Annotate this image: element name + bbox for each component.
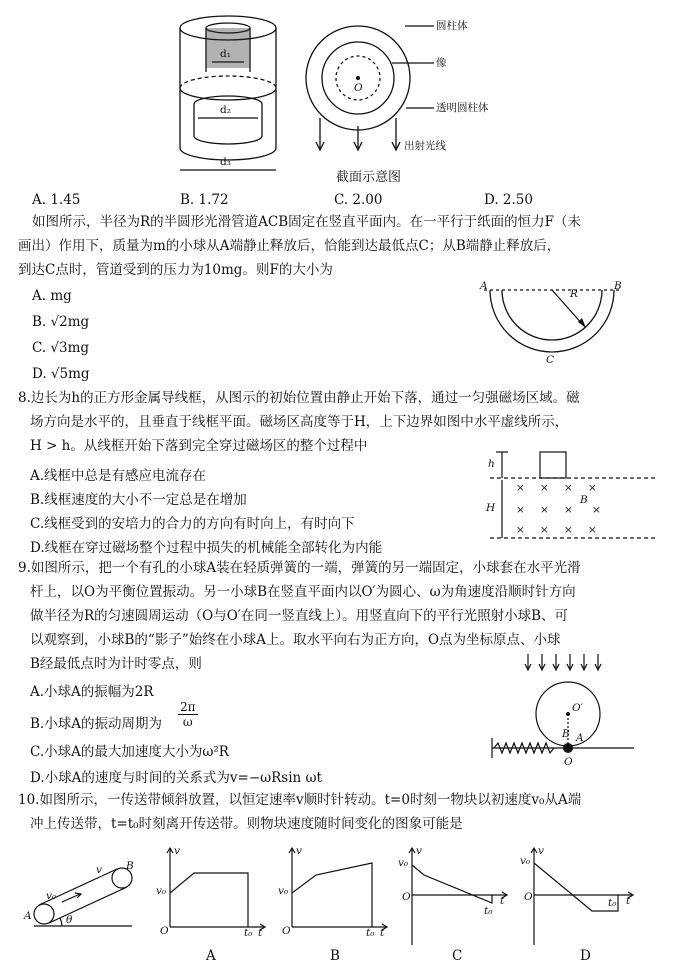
- q9-option-d: D.小球A的速度与时间的关系式为v=−ωRsin ωt: [30, 770, 322, 786]
- period-numerator: 2π: [180, 700, 196, 714]
- q9-option-b: B.小球A的振动周期为: [30, 716, 162, 732]
- q9-period-fraction: [178, 700, 198, 729]
- q7-option-b: B. √2mg: [32, 314, 90, 330]
- field-cross: ×: [540, 482, 549, 494]
- field-cross: ×: [540, 504, 549, 516]
- q9-spring-figure: [488, 652, 638, 772]
- axis-v0: v₀: [156, 885, 167, 897]
- axis-O: O: [282, 925, 291, 937]
- q8-stem-3: H > h。从线框开始下落到完全穿过磁场区的整个过程中: [30, 438, 368, 454]
- q10-label-v0: v₀: [46, 890, 57, 902]
- q10-graph-label-d: D: [580, 948, 591, 964]
- q9-option-a: A.小球A的振幅为2R: [30, 684, 154, 700]
- label-cylinder: 圆柱体: [436, 20, 468, 32]
- q9-label-A: A: [576, 732, 584, 744]
- q10-label-v: v: [96, 864, 102, 876]
- q10-conveyor-figure: [22, 858, 142, 938]
- q7-option-c: C. √3mg: [32, 340, 90, 356]
- caption-section: 截面示意图: [336, 170, 402, 185]
- q10-graph-a: [158, 845, 268, 940]
- q10-graph-b: [280, 845, 390, 940]
- label-O: O: [354, 82, 363, 94]
- field-cross: ×: [516, 482, 525, 494]
- q7-option-d: D. √5mg: [32, 366, 90, 382]
- axis-v0: v₀: [520, 855, 531, 867]
- q8-label-H: H: [486, 502, 496, 514]
- label-image: 像: [436, 57, 447, 69]
- q8-option-d: D.线框在穿过磁场整个过程中损失的机械能全部转化为内能: [30, 540, 383, 556]
- q9-stem-4: 以观察到，小球B的“影子”始终在小球A上。取水平向右为正方向，O点为坐标原点、小球: [30, 632, 561, 648]
- q7-stem-3: 到达C点时，管道受到的压力为10mg。则F的大小为: [18, 262, 333, 278]
- period-denominator: ω: [182, 715, 193, 729]
- field-cross: ×: [516, 524, 525, 536]
- axis-t: t: [380, 927, 385, 939]
- q7-option-a: A. mg: [32, 288, 72, 304]
- axis-t: t: [626, 895, 631, 907]
- q10-label-B: B: [126, 860, 134, 872]
- q8-label-h: h: [488, 458, 495, 470]
- axis-O: O: [160, 925, 169, 937]
- q6-option-b: B. 1.72: [180, 192, 229, 208]
- q9-stem-1: 9.如图所示，把一个有孔的小球A装在轻质弹簧的一端，弹簧的另一端固定，小球套在水平光滑: [18, 560, 581, 576]
- q10-graph-label-b: B: [330, 948, 340, 964]
- q7-label-C: C: [546, 354, 555, 366]
- q8-stem-1: 8.边长为h的正方形金属导线框，从图示的初始位置由静止开始下落，通过一匀强磁场区域。磁: [18, 390, 580, 406]
- q10-graph-label-c: C: [452, 948, 463, 964]
- q6-option-d: D. 2.50: [484, 192, 533, 208]
- field-cross: ×: [592, 504, 601, 516]
- axis-v: v: [174, 845, 180, 857]
- q10-stem-1: 10.如图所示，一传送带倾斜放置，以恒定速率v顺时针转动。t=0时刻一物块以初速度v₀从A端: [18, 792, 582, 808]
- q7-pipe-figure: [476, 278, 626, 373]
- q8-option-c: C.线框受到的安培力的合力的方向有时向上，有时向下: [30, 516, 355, 532]
- q9-label-B: B: [562, 728, 570, 740]
- axis-t0: t₀: [366, 927, 375, 939]
- q8-magnetic-field-figure: [480, 448, 660, 548]
- axis-v0: v₀: [278, 885, 289, 897]
- q8-option-b: B.线框速度的大小不一定总是在增加: [30, 492, 247, 508]
- q9-stem-5: B经最低点时为计时零点，则: [30, 656, 202, 672]
- axis-v: v: [296, 845, 302, 857]
- q6-option-a: A. 1.45: [32, 192, 81, 208]
- q7-stem-1: 如图所示，半径为R的半圆形光滑管道ACB固定在竖直平面内。在一平行于纸面的恒力F（未: [32, 214, 582, 230]
- q9-label-O: O: [564, 756, 573, 768]
- q7-label-B: B: [614, 280, 622, 292]
- field-cross: ×: [588, 524, 597, 536]
- label-d1: d₁: [220, 48, 231, 60]
- q9-label-O-prime: O′: [572, 702, 583, 714]
- q7-label-R: R: [570, 288, 578, 300]
- axis-O: O: [524, 891, 533, 903]
- q9-stem-2: 杆上，以O为平衡位置振动。另一小球B在竖直平面内以O′为圆心、ω为角速度沿顺时针方向: [30, 584, 576, 600]
- field-cross: ×: [540, 524, 549, 536]
- field-cross: ×: [564, 482, 573, 494]
- axis-v: v: [538, 845, 544, 857]
- q10-graph-d: [522, 845, 637, 950]
- axis-t: t: [258, 927, 263, 939]
- q6-option-c: C. 2.00: [334, 192, 383, 208]
- axis-v: v: [416, 845, 422, 857]
- label-d2: d₂: [220, 104, 231, 116]
- axis-t0: t₀: [608, 897, 617, 909]
- field-cross: ×: [564, 524, 573, 536]
- q9-option-c: C.小球A的最大加速度大小为ω²R: [30, 744, 229, 760]
- q10-label-theta: θ: [66, 914, 73, 926]
- label-transparent-cylinder: 透明圆柱体: [436, 102, 489, 114]
- cylinder-figure: [168, 8, 288, 188]
- axis-t0: t₀: [484, 905, 493, 917]
- cross-section-figure: [300, 8, 510, 188]
- axis-v0: v₀: [398, 857, 409, 869]
- label-exit-light: 出射光线: [404, 140, 446, 152]
- q9-stem-3: 做半径为R的匀速圆周运动（O与O′在同一竖直线上）。用竖直向下的平行光照射小球B、可: [30, 608, 569, 624]
- q7-label-A: A: [480, 280, 488, 292]
- q7-stem-2: 画出）作用下，质量为m的小球从A端静止释放后，恰能到达最低点C；从B端静止释放后，: [18, 238, 561, 254]
- q8-label-B: B: [580, 494, 588, 506]
- q10-label-A: A: [24, 910, 32, 922]
- q10-graph-c: [400, 845, 510, 950]
- label-d3: d₃: [220, 156, 231, 168]
- axis-t0: t₀: [244, 927, 253, 939]
- q8-stem-2: 场方向是水平的，且垂直于线框平面。磁场区高度等于H，上下边界如图中水平虚线所示，: [30, 414, 569, 430]
- axis-O: O: [402, 891, 411, 903]
- axis-t: t: [500, 895, 505, 907]
- field-cross: ×: [516, 504, 525, 516]
- field-cross: ×: [588, 482, 597, 494]
- field-cross: ×: [564, 504, 573, 516]
- q10-stem-2: 冲上传送带，t=t₀时刻离开传送带。则物块速度随时间变化的图象可能是: [30, 816, 463, 832]
- q8-option-a: A.线框中总是有感应电流存在: [30, 468, 207, 484]
- q10-graph-label-a: A: [206, 948, 216, 964]
